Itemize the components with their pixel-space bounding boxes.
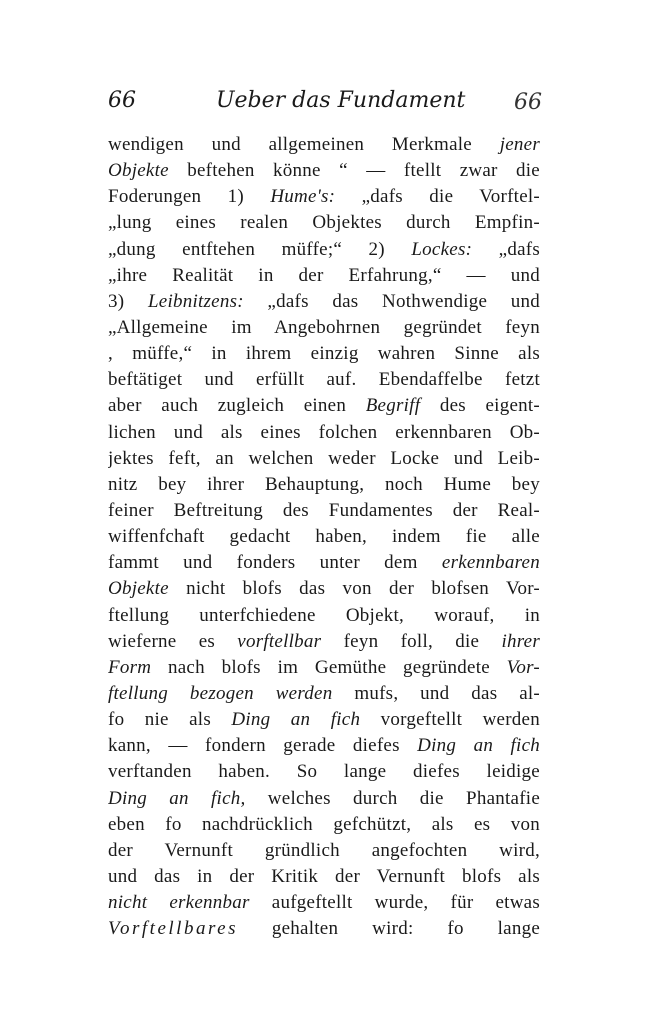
text-line xyxy=(108,446,540,472)
text-run: des eigent- xyxy=(420,395,540,417)
italic-text: Ding an fich, xyxy=(108,787,246,809)
text-line xyxy=(108,315,540,341)
running-title: Ueber das Fundament xyxy=(216,88,466,113)
text-run: fammt und fonders unter dem xyxy=(108,552,442,574)
text-line xyxy=(108,184,540,210)
text-line xyxy=(108,655,540,681)
italic-text: Vorftellbares xyxy=(108,918,238,940)
italic-text: ihrer xyxy=(501,630,540,652)
text-line xyxy=(108,759,540,785)
text-line xyxy=(108,210,540,236)
italic-text: Form xyxy=(108,656,152,678)
italic-text: Begriff xyxy=(365,395,421,417)
text-run: aufgeftellt wurde, für etwas xyxy=(249,892,540,914)
text-run: beftätiget und erfüllt auf. Ebendaffelbe fetzt xyxy=(108,369,540,391)
text-line xyxy=(108,498,540,524)
text-run: wendigen und allgemeinen Merkmale xyxy=(108,134,500,155)
text-run: feyn foll, die xyxy=(321,630,502,652)
text-line xyxy=(108,132,540,158)
text-run: „dafs das Nothwendige und xyxy=(243,290,540,312)
text-line xyxy=(108,367,540,393)
italic-text: Ding an fich xyxy=(417,735,540,757)
text-run: welches durch die Phantafie xyxy=(245,787,540,809)
text-line xyxy=(108,603,540,629)
page-header xyxy=(108,88,546,118)
text-run: vorgeftellt werden xyxy=(360,709,540,731)
text-line xyxy=(108,916,540,942)
text-line xyxy=(108,576,540,602)
text-run: „lung eines realen Objektes durch Empfin- xyxy=(108,212,540,234)
text-line xyxy=(108,289,540,315)
text-line xyxy=(108,733,540,759)
text-run: wiffenfchaft gedacht haben, indem fie alle xyxy=(108,526,540,548)
italic-text: Objekte xyxy=(108,578,169,600)
text-line xyxy=(108,263,540,289)
text-line xyxy=(108,341,540,367)
italic-text: ftellung bezogen werden xyxy=(108,682,333,704)
italic-text: vorftellbar xyxy=(237,630,322,652)
text-line xyxy=(108,472,540,498)
text-run: und das in der Kritik der Vernunft blofs als xyxy=(108,865,540,887)
page-number-right: 66 xyxy=(514,90,542,115)
text-line xyxy=(108,550,540,576)
italic-text: Objekte xyxy=(108,160,169,182)
text-run: 3) xyxy=(108,290,148,312)
text-line xyxy=(108,890,540,916)
body-text xyxy=(108,132,540,942)
text-run: nach blofs im Gemüthe gegründete xyxy=(151,656,507,678)
page-number-left: 66 xyxy=(108,88,136,113)
text-line xyxy=(108,420,540,446)
text-line xyxy=(108,629,540,655)
text-run: feiner Beftreitung des Fundamentes der Real- xyxy=(108,499,540,521)
text-run: gehalten wird: fo lange xyxy=(237,918,540,940)
text-run: der Vernunft gründlich angefochten wird, xyxy=(108,839,540,861)
text-run: lichen und als eines folchen erkennbaren Ob- xyxy=(108,421,540,443)
text-line xyxy=(108,393,540,419)
italic-text: Hume's: xyxy=(270,186,336,208)
text-run: eben fo nachdrücklich gefchützt, als es von xyxy=(108,813,540,835)
text-line xyxy=(108,158,540,184)
text-run: beftehen könne “ — ftellt zwar die xyxy=(168,160,540,182)
italic-text: Leibnitzens: xyxy=(147,290,244,312)
text-run: „dafs die Vorftel- xyxy=(335,186,540,208)
text-run: verftanden haben. So lange diefes leidige xyxy=(108,761,540,783)
text-run: wieferne es xyxy=(108,630,238,652)
text-line xyxy=(108,864,540,890)
italic-text: Ding an fich xyxy=(231,709,361,731)
text-line xyxy=(108,681,540,707)
text-line xyxy=(108,812,540,838)
text-line xyxy=(108,786,540,812)
italic-text: jener xyxy=(499,134,540,155)
text-line xyxy=(108,838,540,864)
text-run: jektes feft, an welchen weder Locke und Leib- xyxy=(108,447,540,469)
italic-text: Lockes: xyxy=(411,238,473,260)
text-run: Foderungen 1) xyxy=(108,186,271,208)
text-run: nitz bey ihrer Behauptung, noch Hume bey xyxy=(108,473,540,495)
text-run: fo nie als xyxy=(108,709,232,731)
text-run: aber auch zugleich einen xyxy=(108,395,366,417)
text-run: „dung entftehen müffe;“ 2) xyxy=(108,238,412,260)
text-run: mufs, und das al- xyxy=(332,682,540,704)
italic-text: nicht erkennbar xyxy=(108,892,250,914)
text-run: nicht blofs das von der blofsen Vor- xyxy=(168,578,540,600)
text-run: kann, — fondern gerade diefes xyxy=(108,735,418,757)
text-line xyxy=(108,237,540,263)
text-run: ftellung unterfchiedene Objekt, worauf, in xyxy=(108,604,540,626)
italic-text: erkennbaren xyxy=(441,552,540,574)
text-run: „ihre Realität in der Erfahrung,“ — und xyxy=(108,264,540,286)
text-line xyxy=(108,707,540,733)
text-run: „Allgemeine im Angebohrnen gegründet feyn xyxy=(108,316,540,338)
text-run: „dafs xyxy=(472,238,540,260)
text-run: , müffe,“ in ihrem einzig wahren Sinne als xyxy=(108,343,540,365)
italic-text: Vor- xyxy=(506,656,540,678)
text-line xyxy=(108,524,540,550)
